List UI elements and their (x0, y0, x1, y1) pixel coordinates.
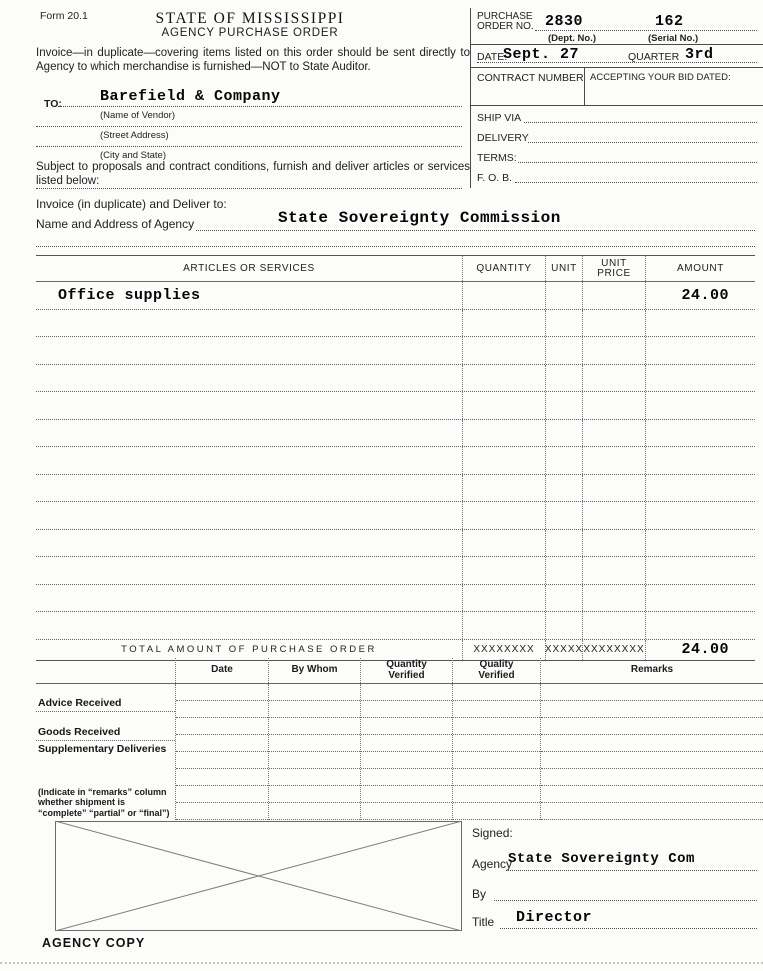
remarks-column (540, 684, 763, 820)
form-subtitle: AGENCY PURCHASE ORDER (161, 27, 339, 39)
agency-copy-label: AGENCY COPY (42, 936, 146, 950)
item-amount: 24.00 (645, 282, 755, 309)
street-address-line (36, 126, 462, 127)
empty-item-row (36, 502, 755, 530)
total-quantity-fill: XXXXXXXX (462, 640, 545, 660)
form-title: STATE OF MISSISSIPPI (155, 10, 345, 27)
item-row-1 (36, 282, 755, 310)
po-label-line2: ORDER NO. (477, 21, 534, 32)
signature-agency-label: Agency (472, 857, 513, 871)
date-label: DATE: (477, 51, 508, 63)
remarks-column-header: Remarks (540, 658, 763, 683)
agency-name-value: State Sovereignty Commission (278, 209, 561, 227)
remarks-instruction-note: (Indicate in “remarks” column whether shipment is “complete” “partial” or “final”) (38, 786, 170, 818)
supplementary-deliveries-label: Supplementary Deliveries (38, 743, 167, 755)
name-of-vendor-caption: (Name of Vendor) (100, 110, 175, 121)
invoice-routing-note: Invoice—in duplicate—covering items listed on this order should be sent directly to Agency to which merchandise is furnished—NOT to State Auditor. (36, 47, 470, 73)
total-label: TOTAL AMOUNT OF PURCHASE ORDER (121, 644, 377, 655)
terms-label: TERMS: (477, 152, 517, 164)
empty-item-row (36, 447, 755, 475)
date-value: Sept. 27 (503, 46, 580, 63)
date-column (175, 684, 268, 820)
empty-item-row (36, 557, 755, 585)
terms-line (518, 162, 757, 163)
signature-title-label: Title (472, 915, 495, 929)
signature-by-label: By (472, 887, 487, 901)
crossed-out-box (55, 821, 462, 931)
po-label-line1: PURCHASE (477, 11, 533, 22)
by-whom-column (268, 684, 360, 820)
vendor-name-line (58, 106, 462, 107)
ship-via-line (524, 122, 757, 123)
dept-no-caption: (Dept. No.) (548, 33, 597, 44)
form-number: Form 20.1 (40, 10, 88, 22)
ship-via-label: SHIP VIA (477, 112, 522, 124)
unit-price-header: UNIT PRICE (582, 256, 645, 281)
empty-item-row (36, 337, 755, 365)
delivery-line (528, 142, 757, 143)
quality-verified-column (452, 684, 540, 820)
subject-text: Subject to proposals and contract conditions, furnish and deliver articles or services listed below: (36, 161, 470, 187)
quantity-verified-column (360, 684, 452, 820)
city-state-caption: (City and State) (100, 150, 166, 161)
by-whom-column-header: By Whom (268, 658, 360, 683)
fob-label: F. O. B. (477, 172, 513, 184)
signed-label: Signed: (472, 826, 513, 840)
goods-received-label: Goods Received (36, 712, 175, 741)
empty-item-row (36, 392, 755, 420)
verification-table (36, 658, 763, 820)
signature-title-value: Director (516, 909, 593, 926)
title-signature-line (500, 928, 757, 929)
empty-item-row (36, 365, 755, 393)
agency-signature-line (506, 870, 757, 871)
date-column-header: Date (175, 658, 268, 683)
total-unit-price-fill: XXXXXXXX (582, 640, 645, 660)
articles-header: ARTICLES OR SERVICES (183, 262, 315, 274)
verification-table-header (36, 658, 763, 684)
date-line (477, 62, 757, 63)
empty-item-row (36, 420, 755, 448)
po-number-line (535, 30, 757, 31)
empty-item-row (36, 585, 755, 613)
invoice-deliver-label: Invoice (in duplicate) and Deliver to: (36, 197, 227, 211)
by-signature-line (494, 900, 757, 901)
serial-no-caption: (Serial No.) (648, 33, 699, 44)
empty-item-row (36, 475, 755, 503)
items-total-row (36, 640, 755, 660)
agency-name-label: Name and Address of Agency (36, 217, 195, 231)
items-table (36, 255, 755, 661)
verification-row-labels (36, 684, 175, 820)
to-label: TO: (44, 98, 62, 110)
verification-table-body (36, 684, 763, 820)
vendor-name-value: Barefield & Company (100, 88, 281, 105)
order-box-divider-1 (470, 44, 763, 45)
subject-underline (36, 188, 462, 189)
agency-name-line (196, 230, 755, 231)
delivery-label: DELIVERY (477, 132, 529, 144)
total-unit-fill: XXXXX (545, 640, 582, 660)
empty-item-row (36, 612, 755, 640)
street-address-caption: (Street Address) (100, 130, 169, 141)
quarter-value: 3rd (685, 46, 714, 63)
order-box-divider-2 (470, 67, 763, 68)
signature-agency-value: State Sovereignty Com (508, 851, 695, 867)
quality-verified-column-header: Quality Verified (452, 658, 540, 683)
deliver-to-underline (36, 246, 755, 247)
serial-no-value: 162 (655, 13, 684, 30)
fob-line (515, 182, 757, 183)
contract-bid-divider (584, 67, 585, 105)
quarter-label: QUARTER (628, 51, 680, 63)
amount-header: AMOUNT (645, 256, 755, 281)
empty-item-row (36, 530, 755, 558)
contract-number-label: CONTRACT NUMBER (477, 72, 584, 84)
item-article: Office supplies (58, 286, 201, 304)
items-table-header (36, 256, 755, 282)
total-amount-value: 24.00 (645, 640, 755, 660)
order-box-divider-3 (470, 105, 763, 106)
unit-header: UNIT (545, 256, 582, 281)
order-box-left-border (470, 8, 471, 188)
city-state-line (36, 146, 462, 147)
quantity-header: QUANTITY (462, 256, 545, 281)
quantity-verified-column-header: Quantity Verified (360, 658, 452, 683)
scan-edge-artifact (0, 962, 763, 964)
advice-received-label: Advice Received (36, 684, 175, 712)
dept-no-value: 2830 (545, 13, 584, 30)
empty-item-row (36, 310, 755, 338)
accepting-bid-label: ACCEPTING YOUR BID DATED: (590, 72, 731, 83)
